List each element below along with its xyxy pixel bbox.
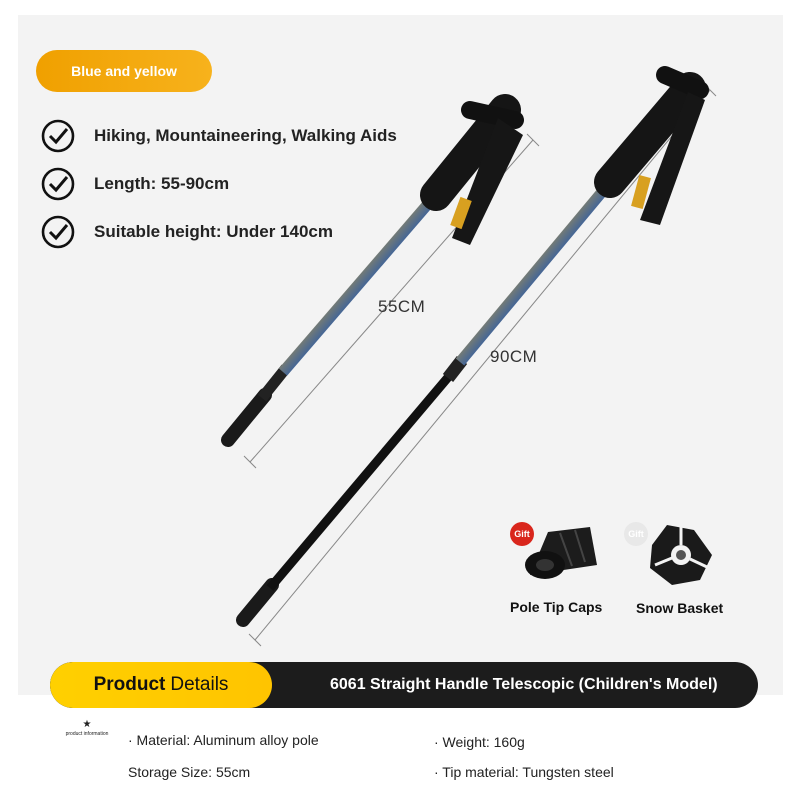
feature-item <box>40 118 397 154</box>
accessory-label-snow-basket: Snow Basket <box>636 600 724 616</box>
feature-item <box>40 166 229 202</box>
product-details-title <box>50 662 272 708</box>
feature-text: Length: 55-90cm <box>94 174 230 193</box>
snow-basket-image <box>650 525 712 585</box>
info-weight: · Weight: 160g <box>434 734 525 750</box>
feature-text: Suitable height: Under 140cm <box>94 222 333 241</box>
product-details-bar <box>50 662 758 708</box>
logo-text: product information <box>65 731 109 737</box>
gift-badge: Gift <box>624 522 648 546</box>
title-bold: Product <box>93 674 166 695</box>
pole-short <box>228 110 523 440</box>
brand-logo <box>62 720 112 746</box>
star-icon: ★ <box>82 719 92 730</box>
check-circle-icon <box>40 118 76 154</box>
title-rest: Details <box>170 674 229 695</box>
feature-item <box>40 214 333 250</box>
pole-tip-cap-image <box>525 527 597 579</box>
dimension-label-long: 90CM <box>490 347 538 366</box>
info-storage: Storage Size: 55cm <box>128 764 251 780</box>
info-tip: · Tip material: Tungsten steel <box>434 764 614 780</box>
check-circle-icon <box>40 166 76 202</box>
check-circle-icon <box>40 214 76 250</box>
gift-badge: Gift <box>510 522 534 546</box>
accessory-label-tip-caps: Pole Tip Caps <box>510 599 603 615</box>
info-material: · Material: Aluminum alloy pole <box>128 732 319 748</box>
color-variant-badge: Blue and yellow <box>36 50 212 92</box>
product-model-name: 6061 Straight Handle Telescopic (Children's Model) <box>330 676 718 693</box>
feature-text: Hiking, Mountaineering, Walking Aids <box>94 126 397 145</box>
dimension-label-short: 55CM <box>378 297 426 316</box>
